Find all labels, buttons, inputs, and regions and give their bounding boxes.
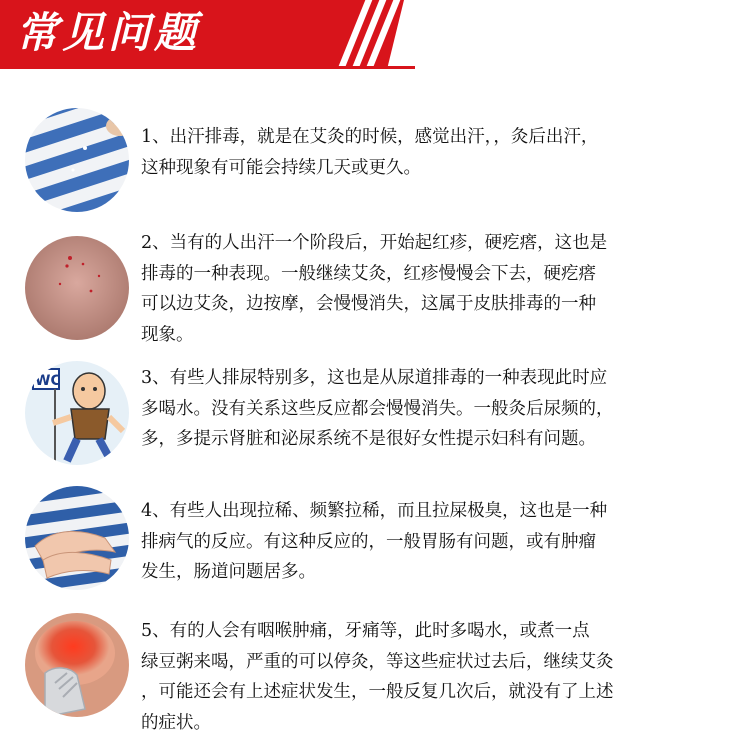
page-title: 常见问题 (16, 8, 201, 57)
cartoon-wc-illustration (25, 361, 129, 465)
hands-on-stomach-photo (25, 486, 129, 590)
faq-text-1: 1、出汗排毒，就是在艾灸的时候，感觉出汗，，灸后出汗， 这种现象有可能会持续几天或更久。 (141, 127, 599, 178)
faq-text-3: 3、有些人排尿特别多，这也是从尿道排毒的一种表现此时应 多喝水。没有关系这些反应都会慢慢消失。一般灸后尿频的， 多，多提示肾脏和泌尿系统不是很好女性提示妇科有问题。 (141, 368, 614, 449)
svg-text:WC: WC (35, 373, 61, 389)
faq-text-5: 5、有的人会有咽喉肿痛，牙痛等，此时多喝水，或煮一点 绿豆粥来喝，严重的可以停灸，等这些症状过去后，继续艾灸 ，可能还会有上述症状发生，一般反复几次后，就没有了上述 的症状。 (141, 621, 614, 733)
header-banner (0, 0, 729, 70)
faq-text-4: 4、有些人出现拉稀、频繁拉稀，而且拉屎极臭，这也是一种 排病气的反应。有这种反应的，一般胃肠有问题，或有肿瘤 发生，肠道问题居多。 (141, 501, 608, 582)
sore-throat-photo (25, 613, 129, 717)
header-underline (0, 66, 415, 69)
faq-text-2: 2、当有的人出汗一个阶段后，开始起红疹，硬疙瘩，这也是 排毒的一种表现。一般继续艾灸，红疹慢慢会下去，硬疙瘩 可以边艾灸，边按摩，会慢慢消失，这属于皮肤排毒的一种 现象。 (141, 233, 608, 345)
skin-rash-photo (25, 236, 129, 340)
striped-shirt-photo (25, 108, 129, 212)
